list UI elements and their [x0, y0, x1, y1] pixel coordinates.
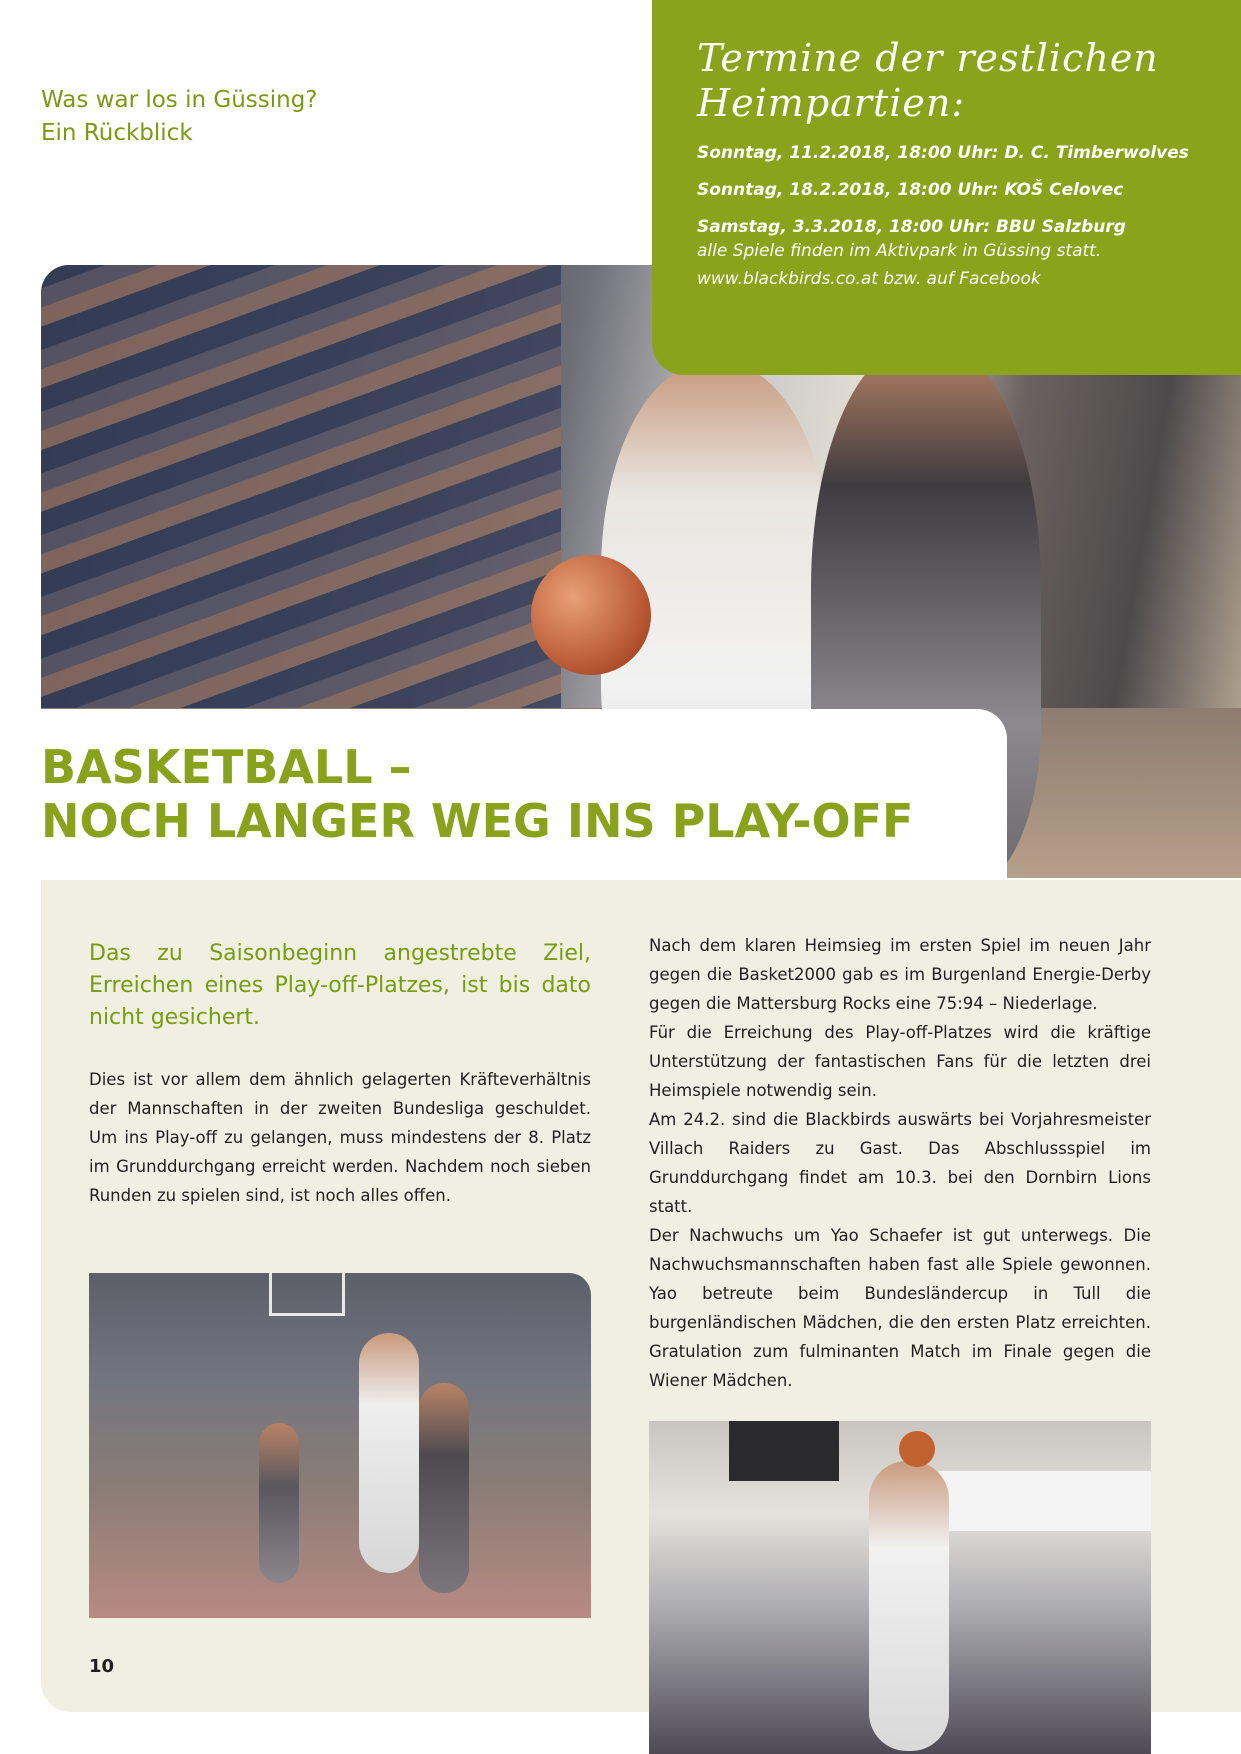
schedule-game-2: Sonntag, 18.2.2018, 18:00 Uhr: KOŠ Celovec — [697, 180, 1124, 200]
article-column-1: Dies ist vor allem dem ähnlich gelagerten Kräfteverhältnis der Mannschaften in der zweiten Bundesliga geschuldet. Um ins Play-off zu gelangen, muss mindestens der 8. Platz im Grunddurchgang erreicht werden. Nachdem noch sieben Runden zu spielen sind, ist noch alles offen. — [89, 1070, 591, 1205]
section-label — [41, 84, 318, 150]
schedule-note: alle Spiele finden im Aktivpark in Güssing statt. — [697, 241, 1102, 261]
article-paragraph: Nach dem klaren Heimsieg im ersten Spiel im neuen Jahr gegen die Basket2000 gab es im Burgenland Energie-Derby gegen die Mattersburg Rocks eine 75:94 – Niederlage. — [649, 936, 1151, 1013]
game-photo-2-banner — [939, 1471, 1151, 1531]
schedule-box — [652, 0, 1241, 375]
schedule-title — [697, 36, 1217, 126]
game-photo-1 — [89, 1273, 591, 1618]
game-photo-1-player — [419, 1383, 469, 1593]
schedule-title-line1: Termine der restlichen — [697, 36, 1159, 80]
page-number: 10 — [89, 1656, 115, 1677]
game-photo-2 — [649, 1421, 1151, 1754]
hero-photo-crowd — [41, 265, 561, 715]
game-photo-1-player — [359, 1333, 419, 1573]
article-title — [41, 740, 913, 848]
section-label-line2: Ein Rückblick — [41, 120, 193, 146]
game-photo-1-player — [259, 1423, 299, 1583]
article-paragraph: Am 24.2. sind die Blackbirds auswärts bei Vorjahresmeister Villach Raiders zu Gast. Das Abschlussspiel im Grunddurchgang findet am 10.3. bei den Dornbirn Lions statt. — [649, 1110, 1151, 1216]
game-photo-2-scoreboard — [729, 1421, 839, 1481]
article-column-2 — [649, 931, 1151, 1395]
article-lead: Das zu Saisonbeginn angestrebte Ziel, Erreichen eines Play-off-Platzes, ist bis dato nicht gesichert. — [89, 941, 591, 1030]
game-photo-2-player — [869, 1461, 949, 1751]
schedule-web: www.blackbirds.co.at bzw. auf Facebook — [697, 269, 1041, 289]
article-title-line1: BASKETBALL – — [41, 740, 412, 794]
schedule-game-3: Samstag, 3.3.2018, 18:00 Uhr: BBU Salzburg — [697, 217, 1126, 237]
game-photo-1-hoop — [269, 1273, 345, 1316]
section-label-line1: Was war los in Güssing? — [41, 87, 318, 113]
schedule-title-line2: Heimpartien: — [697, 81, 966, 125]
game-photo-2-ball — [899, 1431, 935, 1467]
article-title-line2: NOCH LANGER WEG INS PLAY-OFF — [41, 794, 914, 848]
article-paragraph: Der Nachwuchs um Yao Schaefer ist gut unterwegs. Die Nachwuchsmannschaften haben fast alle Spiele gewonnen. Yao betreute beim Bundesländercup in Tull die burgenländischen Mädchen, die den ersten Platz erreichten. Gratulation zum fulminanten Match im Finale gegen die Wiener Mädchen. — [649, 1226, 1151, 1390]
article-paragraph: Für die Erreichung des Play-off-Platzes wird die kräftige Unterstützung der fantastischen Fans für die letzten drei Heimspiele notwendig sein. — [649, 1023, 1151, 1100]
schedule-game-1: Sonntag, 11.2.2018, 18:00 Uhr: D. C. Timberwolves — [697, 143, 1189, 163]
hero-photo-ball — [531, 555, 651, 675]
